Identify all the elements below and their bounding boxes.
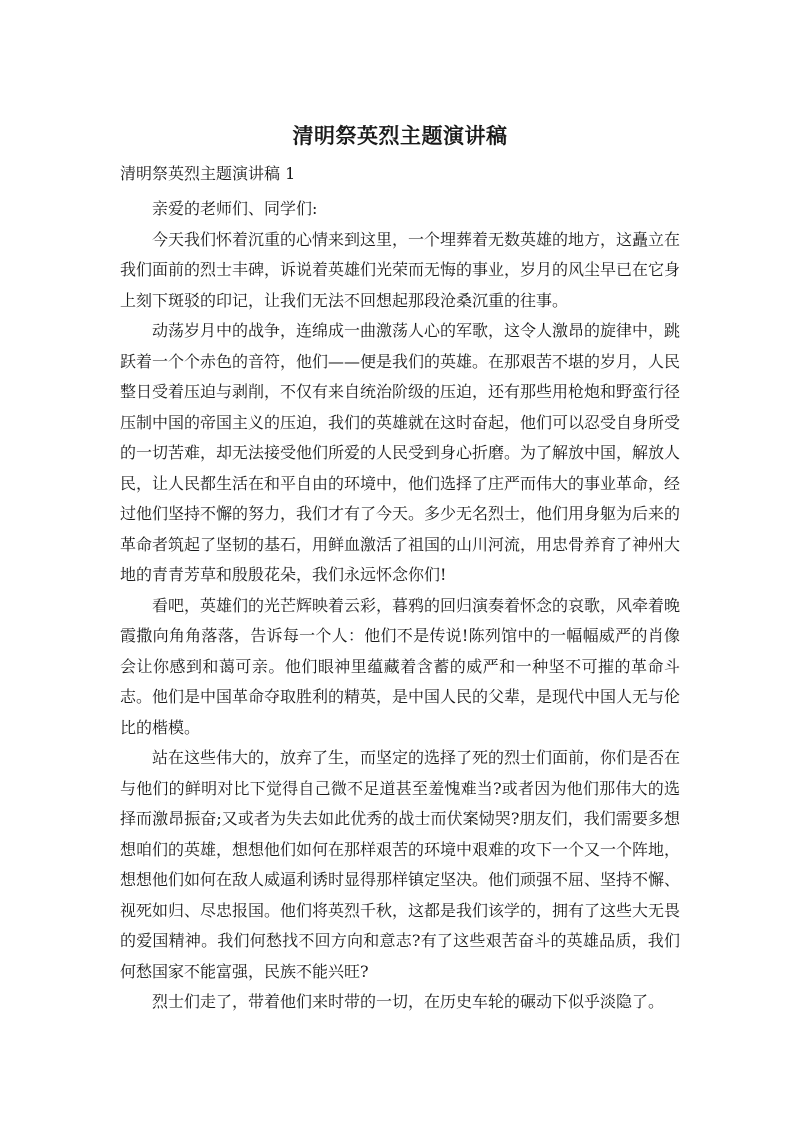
document-title: 清明祭英烈主题演讲稿 [292, 124, 508, 148]
paragraph: 看吧，英雄们的光芒辉映着云彩，暮鸦的回归演奏着怀念的哀歌，风牵着晚霞撒向角角落落，告诉每一个人：他们不是传说!陈列馆中的一幅幅威严的肖像会让你感到和蔼可亲。他们眼神里蕴藏着含蓄的威严和一种坚不可摧的革命斗志。他们是中国革命夺取胜利的精英，是中国人民的父辈，是现代中国人无与伦比的楷模。 [120, 595, 681, 737]
document-body [120, 194, 680, 1018]
paragraph: 今天我们怀着沉重的心情来到这里，一个埋葬着无数英雄的地方，这矗立在我们面前的烈士丰碑，诉说着英雄们光荣而无悔的事业，岁月的风尘早已在它身上刻下斑驳的印记，让我们无法不回想起那段沧桑沉重的往事。 [120, 229, 681, 310]
paragraph: 烈士们走了，带着他们来时带的一切，在历史车轮的碾动下似乎淡隐了。 [152, 992, 665, 1011]
document-subtitle: 清明祭英烈主题演讲稿 1 [120, 164, 296, 183]
paragraph: 站在这些伟大的，放弃了生，而坚定的选择了死的烈士们面前，你们是否在与他们的鲜明对比下觉得自己微不足道甚至羞愧难当?或者因为他们那伟大的选择而激昂振奋;又或者为失去如此优秀的战士而伏案恸哭?朋友们，我们需要多想想咱们的英雄，想想他们如何在那样艰苦的环境中艰难的攻下一个又一个阵地，想想他们如何在敌人威逼利诱时显得那样镇定坚决。他们顽强不屈、坚持不懈、视死如归、尽忠报国。他们将英烈千秋，这都是我们该学的，拥有了这些大无畏的爱国精神。我们何愁找不回方向和意志?有了这些艰苦奋斗的英雄品质，我们何愁国家不能富强，民族不能兴旺? [120, 748, 681, 981]
paragraph-greeting: 亲爱的老师们、同学们: [152, 199, 318, 218]
paragraph: 动荡岁月中的战争，连绵成一曲激荡人心的军歌，这令人激昂的旋律中，跳跃着一个个赤色的音符，他们——便是我们的英雄。在那艰苦不堪的岁月，人民整日受着压迫与剥削，不仅有来自统治阶级的压迫，还有那些用枪炮和野蛮行径压制中国的帝国主义的压迫，我们的英雄就在这时奋起，他们可以忍受自身所受的一切苦难，却无法接受他们所爱的人民受到身心折磨。为了解放中国，解放人民，让人民都生活在和平自由的环境中，他们选择了庄严而伟大的事业革命，经过他们坚持不懈的努力，我们才有了今天。多少无名烈士，他们用身躯为后来的革命者筑起了坚韧的基石，用鲜血激活了祖国的山川河流，用忠骨养育了神州大地的青青芳草和殷殷花朵，我们永远怀念你们! [120, 321, 681, 584]
